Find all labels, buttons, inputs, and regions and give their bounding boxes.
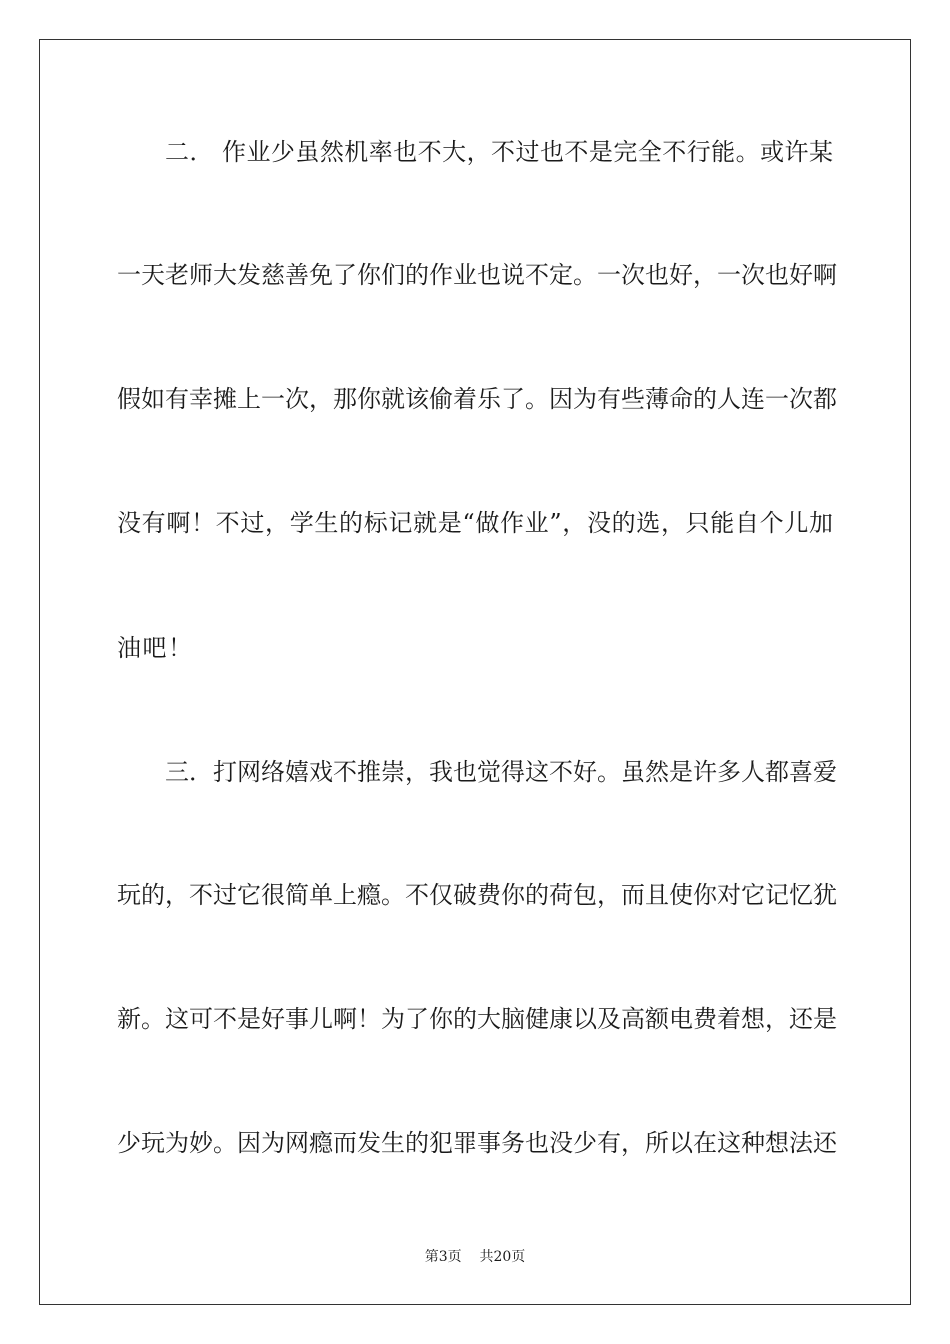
paragraph-1-line-4: 没有啊！不过，学生的标记就是“做作业”，没的选，只能自个儿加 <box>117 509 833 537</box>
paragraph-2-line-3: 新。这可不是好事儿啊！为了你的大脑健康以及高额电费着想，还是 <box>117 1005 837 1033</box>
total-pages-label: 共20页 <box>479 1249 526 1265</box>
page-border <box>39 39 911 1305</box>
paragraph-2-line-1: 三．打网络嬉戏不推崇，我也觉得这不好。虽然是许多人都喜爱 <box>165 758 837 786</box>
paragraph-1-line-1: 二． 作业少虽然机率也不大，不过也不是完全不行能。或许某 <box>165 138 833 166</box>
paragraph-1-line-3: 假如有幸摊上一次，那你就该偷着乐了。因为有些薄命的人连一次都 <box>117 385 837 413</box>
paragraph-2-line-4: 少玩为妙。因为网瘾而发生的犯罪事务也没少有，所以在这种想法还 <box>117 1129 837 1157</box>
page-footer <box>0 1248 950 1266</box>
paragraph-2-line-2: 玩的，不过它很简单上瘾。不仅破费你的荷包，而且使你对它记忆犹 <box>117 881 837 909</box>
paragraph-1-line-5: 油吧！ <box>117 634 194 662</box>
current-page-label: 第3页 <box>424 1249 462 1265</box>
paragraph-1-line-2: 一天老师大发慈善免了你们的作业也说不定。一次也好，一次也好啊 <box>117 261 837 289</box>
